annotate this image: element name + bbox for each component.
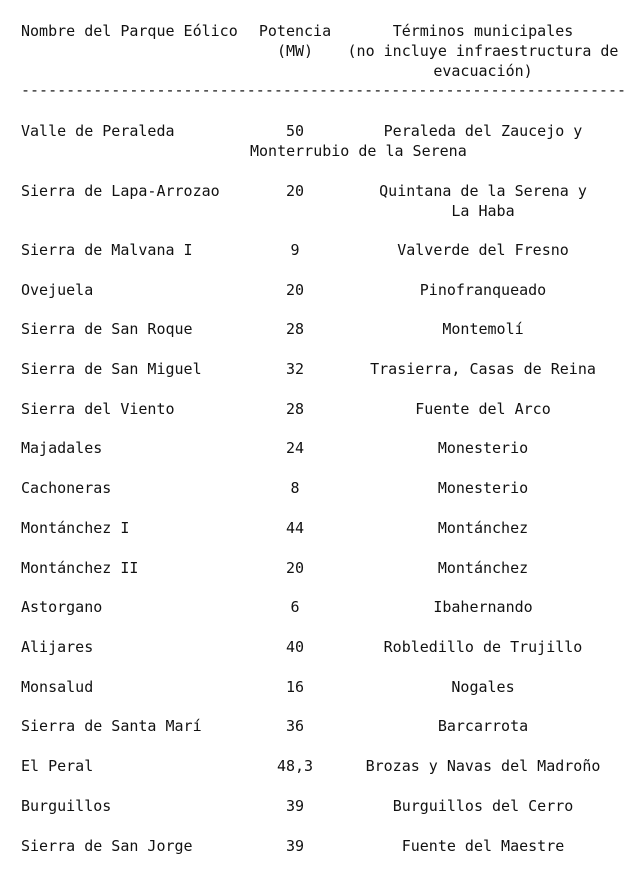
table-row [0, 121, 643, 161]
header-terms-line-3: evacuación) [433, 62, 533, 80]
farm-power: 39 [285, 797, 305, 815]
farm-name: Alijares [21, 638, 94, 656]
farm-name: Sierra de San Miguel [21, 360, 202, 378]
header-terms [335, 21, 631, 81]
table-row [0, 438, 643, 478]
farm-name: Montánchez I [21, 519, 130, 537]
farm-municipality: Peraleda del Zaucejo y [383, 122, 583, 140]
farm-power: 28 [285, 400, 305, 418]
farm-power: 20 [285, 559, 305, 577]
table-row [0, 399, 643, 439]
table-row [0, 280, 643, 320]
header-power-line-1: Potencia [258, 22, 332, 40]
farm-power: 36 [285, 717, 305, 735]
farm-municipality-continued: Monterrubio de la Serena [250, 142, 467, 160]
farm-name: Montánchez II [21, 559, 139, 577]
table-row [0, 319, 643, 359]
farm-municipality: Fuente del Arco [415, 400, 551, 418]
farm-name: Majadales [21, 439, 103, 457]
table-row [0, 478, 643, 518]
farm-municipality: Brozas y Navas del Madroño [365, 757, 601, 775]
farm-name: Ovejuela [21, 281, 94, 299]
farm-municipality: Monesterio [437, 479, 529, 497]
farm-municipality-continued: La Haba [451, 202, 515, 220]
farm-municipality: Robledillo de Trujillo [383, 638, 583, 656]
farm-municipality: Montánchez [437, 559, 529, 577]
table-row [0, 359, 643, 399]
farm-municipality: Ibahernando [433, 598, 533, 616]
farm-municipality: Pinofranqueado [419, 281, 547, 299]
farm-municipality: Nogales [451, 678, 515, 696]
farm-name: Sierra de Lapa-Arrozao [21, 182, 220, 200]
farm-municipality: Trasierra, Casas de Reina [370, 360, 596, 378]
table-row [0, 558, 643, 598]
farm-name: Sierra de Malvana I [21, 241, 193, 259]
header-separator: ------------------------------------------------------------------- [21, 81, 627, 99]
table-row [0, 716, 643, 756]
farm-power: 20 [285, 182, 305, 200]
farm-power: 9 [290, 241, 300, 259]
farm-power: 16 [285, 678, 305, 696]
farm-municipality: Valverde del Fresno [397, 241, 569, 259]
table-row [0, 637, 643, 677]
farm-power: 40 [285, 638, 305, 656]
farm-municipality: Montánchez [437, 519, 529, 537]
table-row [0, 597, 643, 637]
table-row [0, 518, 643, 558]
header-power-line-2: (MW) [276, 42, 314, 60]
farm-power: 44 [285, 519, 305, 537]
header-terms-line-2: (no incluye infraestructura de [347, 42, 619, 60]
table-row [0, 836, 643, 876]
farm-name: Sierra de Santa Marí [21, 717, 202, 735]
farm-municipality: Fuente del Maestre [401, 837, 565, 855]
farm-power: 39 [285, 837, 305, 855]
table-row [0, 796, 643, 836]
header-power [250, 21, 340, 61]
farm-name: Burguillos [21, 797, 112, 815]
table-row [0, 240, 643, 280]
farm-power: 8 [290, 479, 300, 497]
header-name: Nombre del Parque Eólico [21, 22, 238, 40]
farm-power: 50 [285, 122, 305, 140]
farm-power: 24 [285, 439, 305, 457]
farm-power: 20 [285, 281, 305, 299]
farm-power: 48,3 [276, 757, 314, 775]
farm-name: Monsalud [21, 678, 94, 696]
farm-name: Sierra de San Jorge [21, 837, 193, 855]
farm-power: 28 [285, 320, 305, 338]
farm-municipality: Barcarrota [437, 717, 529, 735]
farm-name: Sierra del Viento [21, 400, 175, 418]
farm-name: Astorgano [21, 598, 103, 616]
farm-municipality: Montemolí [442, 320, 524, 338]
farm-municipality: Quintana de la Serena y [379, 182, 587, 200]
farm-name: Sierra de San Roque [21, 320, 193, 338]
table-row [0, 181, 643, 221]
farm-municipality: Monesterio [437, 439, 529, 457]
farm-power: 32 [285, 360, 305, 378]
farm-name: Cachoneras [21, 479, 112, 497]
farm-name: El Peral [21, 757, 94, 775]
header-terms-line-1: Términos municipales [392, 22, 574, 40]
farm-municipality: Burguillos del Cerro [392, 797, 574, 815]
table-row [0, 756, 643, 796]
table-row [0, 677, 643, 717]
farm-power: 6 [290, 598, 300, 616]
farm-name: Valle de Peraleda [21, 122, 175, 140]
